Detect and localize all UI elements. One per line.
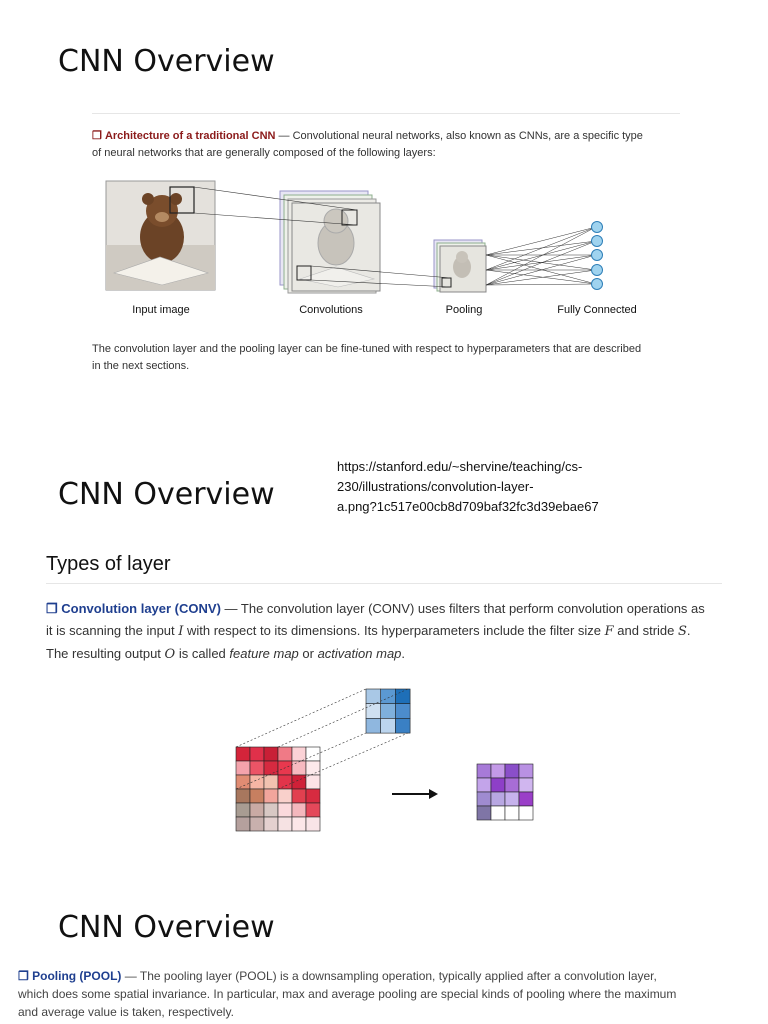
- pool-text-2: which does some spatial invariance. In particular, max and average pooling are special kinds of pooling where the maximum: [18, 987, 677, 1001]
- grid-cell: [381, 718, 396, 733]
- bullet-square: ❒: [92, 130, 102, 142]
- grid-cell: [491, 792, 505, 806]
- grid-cell: [250, 789, 264, 803]
- math-O: O: [164, 647, 176, 662]
- grid-cell: [381, 689, 396, 704]
- pooling-heading: Pooling (POOL): [32, 969, 122, 983]
- grid-cell: [278, 775, 292, 789]
- grid-cell: [505, 806, 519, 820]
- arrow-icon: [392, 789, 438, 799]
- conv-text-2b: with respect to its dimensions. Its hyperparameters include the filter size: [183, 623, 605, 638]
- url-line-1: https://stanford.edu/~shervine/teaching/cs-: [337, 459, 583, 474]
- math-S: S: [678, 624, 687, 639]
- grid-cell: [292, 747, 306, 761]
- divider: [92, 113, 680, 114]
- grid-cell: [250, 803, 264, 817]
- conv-text-2a: it is scanning the input: [46, 623, 179, 638]
- grid-cell: [264, 803, 278, 817]
- grid-cell: [491, 778, 505, 792]
- grid-cell: [477, 806, 491, 820]
- grid-cell: [250, 747, 264, 761]
- grid-cell: [477, 764, 491, 778]
- conv-layer-paragraph: [46, 598, 736, 666]
- grid-cell: [505, 792, 519, 806]
- conv-text-3d: .: [401, 646, 406, 661]
- grid-cell: [366, 689, 381, 704]
- url-line-3: a.png?1c517e00cb8d709baf32fc3d39ebae67: [337, 499, 599, 514]
- conv-text-1: — The convolution layer (CONV) uses filters that perform convolution operations as: [220, 601, 705, 616]
- grid-cell: [306, 789, 320, 803]
- grid-cell: [236, 761, 250, 775]
- footer-text-1: The convolution layer and the pooling layer can be fine-tuned with respect to hyperparameters that are described: [92, 343, 642, 355]
- source-url: [337, 457, 637, 517]
- grid-cell: [306, 817, 320, 831]
- architecture-footer: [92, 341, 732, 375]
- pooling-stack: [434, 240, 486, 292]
- grid-cell: [278, 817, 292, 831]
- caption-fully-connected: Fully Connected: [557, 304, 637, 316]
- grid-cell: [236, 803, 250, 817]
- bullet-square: ❒: [18, 969, 29, 983]
- conv-layer-heading: Convolution layer (CONV): [61, 601, 221, 616]
- pooling-paragraph: [18, 967, 758, 1021]
- grid-cell: [519, 778, 533, 792]
- grid-cell: [505, 764, 519, 778]
- grid-cell: [264, 775, 278, 789]
- grid-cell: [477, 792, 491, 806]
- convolution-diagram: [230, 684, 540, 844]
- architecture-text-1: — Convolutional neural networks, also known as CNNs, are a specific type: [275, 130, 643, 142]
- caption-input-image: Input image: [132, 304, 190, 316]
- footer-text-2: in the next sections.: [92, 360, 190, 372]
- grid-cell: [519, 764, 533, 778]
- grid-cell: [491, 806, 505, 820]
- architecture-text-2: of neural networks that are generally composed of the following layers:: [92, 147, 436, 159]
- conv-text-3a: The resulting output: [46, 646, 165, 661]
- grid-cell: [306, 761, 320, 775]
- grid-cell: [292, 761, 306, 775]
- slide1-title: CNN Overview: [58, 44, 275, 79]
- conv-text-2d: .: [686, 623, 691, 638]
- grid-cell: [236, 789, 250, 803]
- grid-cell: [477, 778, 491, 792]
- grid-cell: [236, 747, 250, 761]
- output-feature-map: [477, 764, 533, 820]
- caption-convolutions: Convolutions: [299, 304, 363, 316]
- grid-cell: [292, 789, 306, 803]
- fully-connected-layer: [486, 222, 603, 290]
- grid-cell: [491, 764, 505, 778]
- grid-cell: [366, 718, 381, 733]
- grid-cell: [505, 778, 519, 792]
- grid-cell: [306, 803, 320, 817]
- math-F: F: [604, 624, 614, 639]
- grid-cell: [250, 817, 264, 831]
- bullet-square: ❒: [46, 601, 58, 616]
- input-image: [106, 181, 215, 290]
- grid-cell: [264, 747, 278, 761]
- architecture-heading: Architecture of a traditional CNN: [104, 130, 276, 142]
- grid-cell: [278, 803, 292, 817]
- grid-cell: [264, 817, 278, 831]
- grid-cell: [395, 718, 410, 733]
- grid-cell: [236, 817, 250, 831]
- grid-cell: [264, 761, 278, 775]
- grid-cell: [278, 789, 292, 803]
- pool-text-3: and average value is taken, respectively.: [18, 1005, 234, 1019]
- grid-cell: [292, 803, 306, 817]
- grid-cell: [292, 817, 306, 831]
- filter-grid: [366, 689, 410, 733]
- slide3-title: CNN Overview: [58, 910, 275, 945]
- grid-cell: [366, 704, 381, 719]
- conv-text-3c: or: [298, 646, 318, 661]
- grid-cell: [519, 806, 533, 820]
- term-feature-map: feature map: [229, 646, 299, 661]
- grid-cell: [278, 747, 292, 761]
- conv-text-2c: and stride: [613, 623, 678, 638]
- section-heading: Types of layer: [46, 553, 171, 575]
- cnn-architecture-diagram: [100, 175, 660, 300]
- grid-cell: [264, 789, 278, 803]
- grid-cell: [236, 775, 250, 789]
- url-line-2: 230/illustrations/convolution-layer-: [337, 479, 534, 494]
- grid-cell: [519, 792, 533, 806]
- grid-cell: [306, 775, 320, 789]
- section-divider: [46, 583, 722, 584]
- grid-cell: [381, 704, 396, 719]
- slide2-title: CNN Overview: [58, 477, 275, 512]
- conv-text-3b: is called: [175, 646, 230, 661]
- architecture-paragraph: [92, 128, 692, 162]
- term-activation-map: activation map: [317, 646, 402, 661]
- caption-pooling: Pooling: [445, 304, 483, 316]
- grid-cell: [250, 761, 264, 775]
- pool-text-1: — The pooling layer (POOL) is a downsampling operation, typically applied after a convolution layer,: [121, 969, 657, 983]
- math-I: I: [178, 624, 184, 639]
- grid-cell: [395, 704, 410, 719]
